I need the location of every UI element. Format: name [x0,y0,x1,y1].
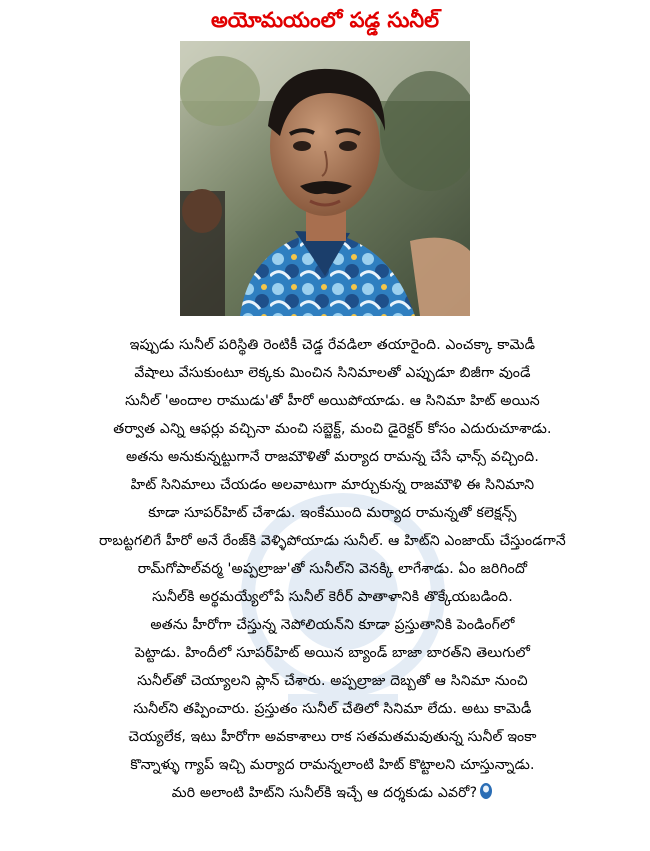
article-line: సునీల్‌తో చెయ్యాలని ప్లాన్ చేశారు. అప్పల్రాజు దెబ్బతో ఆ సినిమా నుంచి [137,673,528,689]
article-line: పెట్టాడు. హిందీలో సూపర్‌హిట్ అయిన బ్యాండ్ బాజా బారత్‌ని తెలుగులో [134,645,531,661]
article-line: అతను హీరోగా చేస్తున్న నెపోలియన్‌ని కూడా ప్రస్తుతానికి పెండింగ్‌లో [150,617,515,633]
article-line: రామ్‌గోపాల్‌వర్మ 'అప్పల్రాజు'తో సునీల్‌ని వెనక్కి లాగేశాడు. ఏం జరిగిందో [137,561,528,577]
article-line: సునీల్ 'అందాల రాముడు'తో హీరో అయిపోయాడు. ఆ సినిమా హిట్ అయిన [125,393,540,409]
article-line: కొన్నాళ్ళు గ్యాప్ ఇచ్చి మర్యాద రామన్నలాంటి హిట్ కొట్టాలని చూస్తున్నాడు. [130,757,535,773]
article-line: సునీల్‌ని తప్పించారు. ప్రస్తుతం సునీల్ చేతిలో సినిమా లేదు. అటు కామెడీ [133,701,532,717]
article-line: ఇప్పుడు సునీల్ పరిస్థితి రెంటికీ చెడ్డ రేవడిలా తయారైంది. ఎంచక్కా కామెడీ [129,337,536,353]
article-line: అతను అనుకున్నట్టుగానే రాజమౌళితో మర్యాద రామన్న చేసే ఛాన్స్ వచ్చింది. [126,449,539,465]
article-line: కూడా సూపర్‌హిట్ చేశాడు. ఇంకేముంది మర్యాద రామన్నతో కలెక్షన్స్ [148,505,517,521]
article-title: అయోమయంలో పడ్డ సునీల్ [210,8,440,32]
article-line: సునీల్‌కి అర్థమయ్యేలోపే సునీల్ కెరీర్ పాతాళానికి తొక్కేయబడింది. [152,589,513,605]
article-line: హిట్ సినిమాలు చేయడం అలవాటుగా మార్చుకున్న రాజమౌళి ఈ సినిమాని [130,477,535,493]
article-last-line [40,779,625,807]
article-line: వేషాలు వేసుకుంటూ లెక్కకు మించిన సినిమాలతో ఎప్పుడూ బిజీగా వుండే [134,365,531,381]
article-line: తర్వాత ఎన్ని ఆఫర్లు వచ్చినా మంచి సబ్జెక్ట్, మంచి డైరెక్టర్ కోసం ఎదురుచూశాడు. [113,421,552,437]
article-line: రాబట్టగలిగే హీరో అనే రేంజ్‌కి వెళ్ళిపోయాడు సునీల్. ఆ హిట్‌ని ఎంజాయ్ చేస్తుండగానే [99,533,566,549]
article-photo [180,41,470,316]
article-body [40,331,625,851]
article-line: చెయ్యలేక, ఇటు హీరోగా అవకాశాలు రాక సతమతమవుతున్న సునీల్ ఇంకా [128,729,537,745]
article-line: మరి అలాంటి హిట్‌ని సునీల్‌కి ఇచ్చే ఆ దర్శకుడు ఎవరో? [171,785,478,801]
title-bar [0,8,650,38]
end-mark-icon [479,782,493,800]
